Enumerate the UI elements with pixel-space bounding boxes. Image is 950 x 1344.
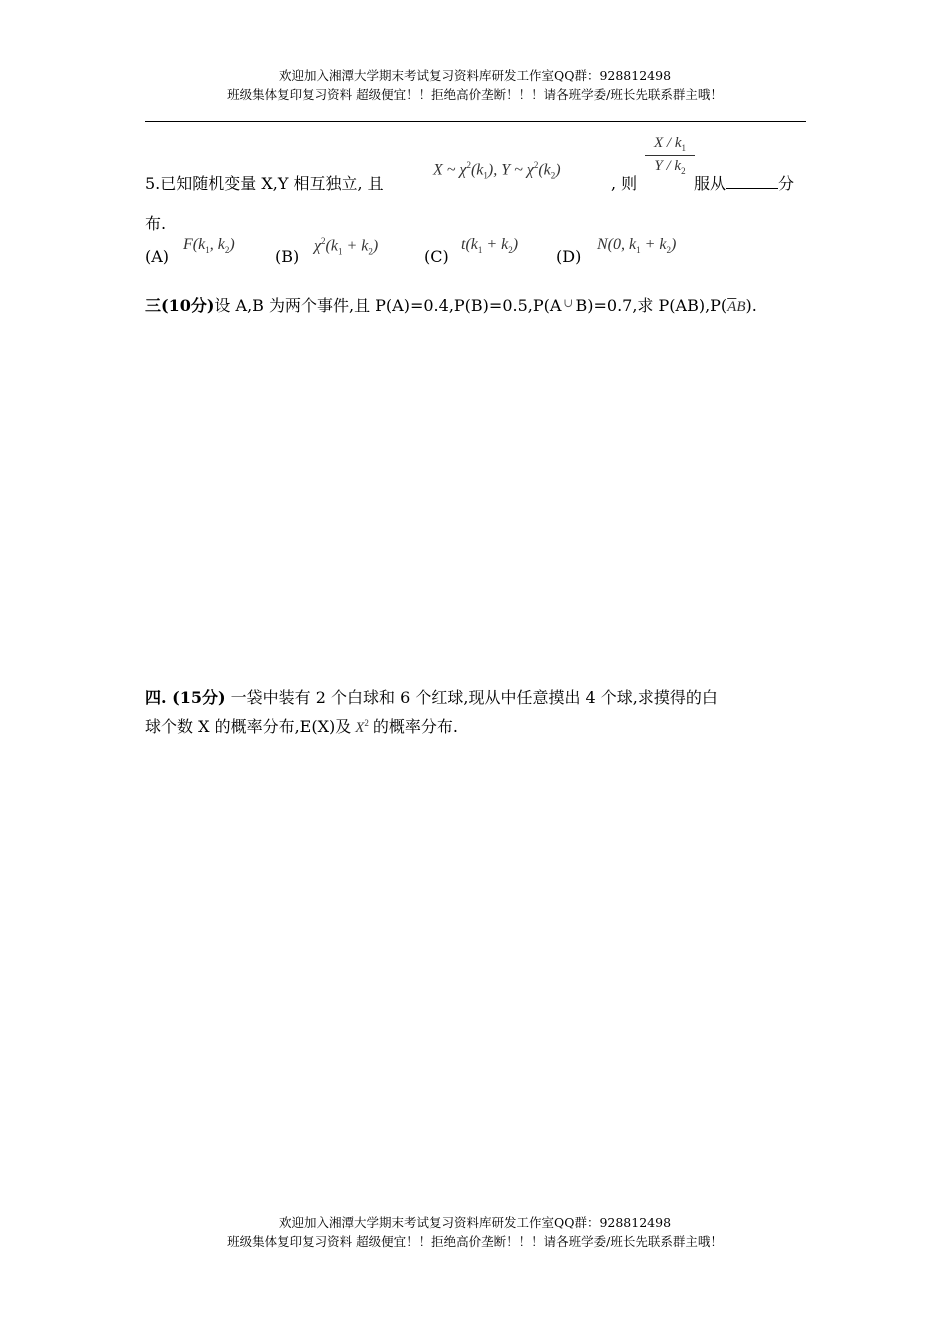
q4-heading: 四. (15分): [145, 688, 226, 707]
q5-option-c-label: (C): [424, 247, 449, 266]
page-footer: [0, 1213, 950, 1251]
q4-text-2b: 的概率分布.: [372, 717, 458, 736]
q5-line-1: [145, 171, 384, 194]
q3-heading: 三(10分): [145, 296, 215, 315]
q5-option-b-label: (B): [275, 247, 300, 266]
q5-distribution-formula: X ~ $\chi^2(k_1)$, Y ~ $\chi^2(k_2)$: [433, 160, 561, 181]
page-header: [0, 66, 950, 104]
q5-option-a-label: (A): [145, 247, 170, 266]
q5-option-c-formula: $t(k_1 + k_2)$: [461, 236, 519, 256]
q5-line-2: 布.: [145, 214, 167, 233]
q3-text-2: B)=0.7,求 P(AB),P(: [575, 296, 728, 315]
q4-line-1: [145, 685, 718, 708]
q5-fraction: $\frac{X / k_1}{Y / k_2}$: [645, 135, 695, 176]
q3-text: 设 A,B 为两个事件,且 P(A)=0.4,P(B)=0.5,P(A: [214, 296, 562, 315]
q5-middle: , 则: [611, 174, 638, 193]
q3-end: ).: [745, 296, 757, 315]
q3-complement-ab: $\overline{A}B$: [727, 299, 746, 315]
q5-option-a-formula: $F(k_1$, $k_2$): [183, 236, 235, 256]
q5-prefix: 5.已知随机变量 X,Y 相互独立, 且: [145, 174, 384, 193]
footer-line-2: 班级集体复印复习资料 超级便宜！！拒绝高价垄断！！！请各班学委/班长先联系群主哦！: [227, 1234, 723, 1249]
q5-option-d-formula: N(0, $k_1 + k_2$): [597, 236, 677, 256]
q5-option-b-formula: $\chi^2(k_1 + k_2)$: [314, 236, 379, 257]
q4-x-squared: $X^2$: [355, 718, 369, 736]
q5-suffix-line: [694, 171, 794, 194]
header-line-2: 班级集体复印复习资料 超级便宜！！拒绝高价垄断！！！请各班学委/班长先联系群主哦！: [227, 87, 723, 102]
footer-line-1: 欢迎加入湘潭大学期末考试复习资料库研发工作室QQ群：928812498: [278, 1215, 672, 1230]
q5-option-d-label: (D): [556, 247, 582, 266]
q5-suffix: 服从: [694, 174, 727, 193]
q4-text-1: 一袋中装有 2 个白球和 6 个红球,现从中任意摸出 4 个球,求摸得的白: [225, 688, 718, 707]
q4-line-2: [145, 714, 458, 737]
union-symbol: ∪: [563, 296, 574, 310]
header-rule: [145, 121, 806, 122]
q5-answer-blank[interactable]: [726, 174, 778, 189]
q5-tail: 分: [778, 174, 795, 193]
header-line-1: 欢迎加入湘潭大学期末考试复习资料库研发工作室QQ群：928812498: [278, 68, 672, 83]
q3-line: [145, 293, 757, 316]
q4-text-2a: 球个数 X 的概率分布,E(X)及: [145, 717, 352, 736]
